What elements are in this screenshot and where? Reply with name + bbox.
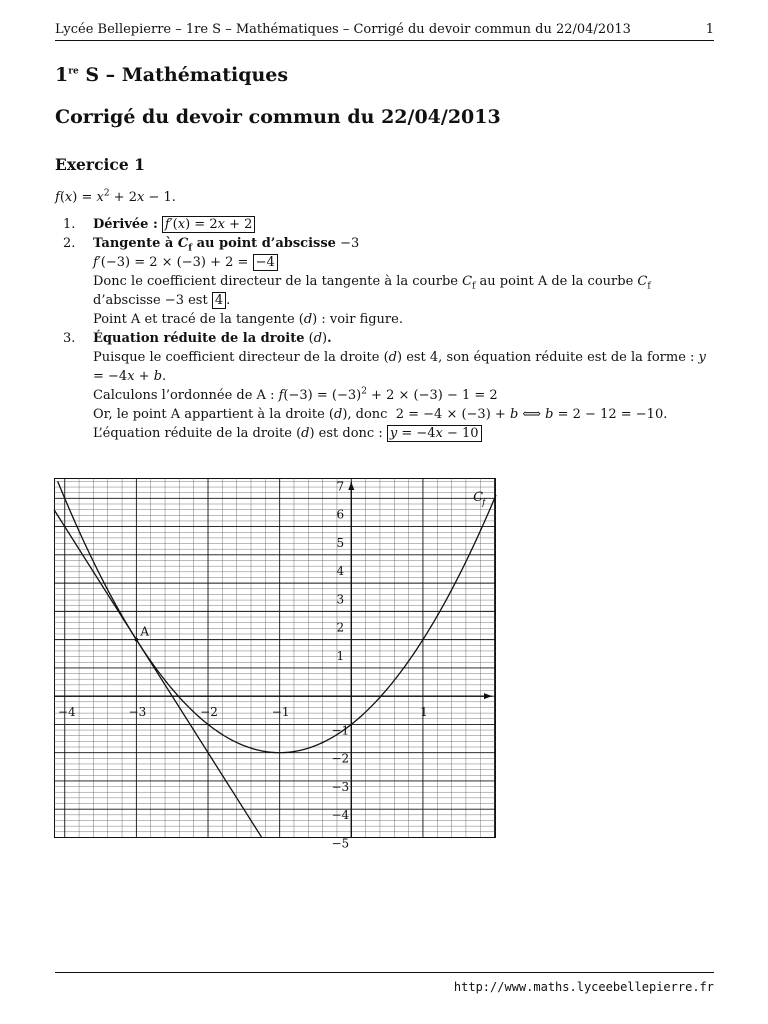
y-tick-label: 1 xyxy=(336,648,345,663)
final-equation: L’équation réduite de la droite (d) est donc : y = −4x − 10 xyxy=(93,425,482,442)
list-item-2: 2. Tangente à $C_f$ au point d’abscisse −3 f′(−3) = 2 × (−3) + 2 = −4 Donc le coefficient directeur de la tangente à la courbe $C_f$ au point A de la courbe $C_f$ d’abscisse −3 est 4 . Point A et tracé de la tangente (d) : voir figure. xyxy=(63,236,651,327)
x-tick-label: −1 xyxy=(271,705,290,720)
reduced-form-sentence: Puisque le coefficient directeur de la droite (d) est 4, son équation réduite est de la forme : y = −4x + b. xyxy=(93,350,706,384)
boxed-result: f′(x) = 2x + 2 xyxy=(162,216,255,233)
item-heading: Tangente à $C_f$ au point d’abscisse xyxy=(93,236,336,254)
item-number: 3. xyxy=(63,331,76,346)
document-title: Corrigé du devoir commun du 22/04/2013 xyxy=(55,106,501,128)
y-tick-label: −3 xyxy=(331,779,350,794)
x-tick-label: −4 xyxy=(57,705,76,720)
list-item-1 xyxy=(55,215,717,234)
point-label: A xyxy=(140,624,150,639)
curve-label-subscript: f xyxy=(482,498,486,509)
boxed-result: 4 xyxy=(212,292,226,309)
y-tick-label: 6 xyxy=(336,507,345,522)
y-tick-label: −2 xyxy=(331,751,350,766)
boxed-result: −4 xyxy=(253,254,278,271)
function-definition: $f(x) = x^2 + 2x - 1$. xyxy=(55,188,176,205)
y-tick-label: 3 xyxy=(336,592,345,607)
x-tick-label: −2 xyxy=(200,705,218,720)
ordinate-computation: Calculons l’ordonnée de A : $f(-3) = (-3)^2 + 2 \times (-3) - 1 = 2$ xyxy=(93,386,498,403)
page-header xyxy=(55,22,714,41)
b-computation: Or, le point A appartient à la droite (d), donc 2 = −4 × (−3) + b ⟺ b = 2 − 12 = −10. xyxy=(93,407,668,422)
boxed-result: y = −4x − 10 xyxy=(387,425,482,442)
y-tick-label: 4 xyxy=(336,564,345,579)
y-tick-label: 2 xyxy=(336,620,345,635)
x-tick-label: −3 xyxy=(128,705,147,720)
footer-rule xyxy=(55,972,714,973)
header-title: Lycée Bellepierre – 1re S – Mathématiques – Corrigé du devoir commun du 22/04/2013 xyxy=(55,22,631,37)
exercise-heading: Exercice 1 xyxy=(55,155,145,174)
graph xyxy=(54,478,496,851)
y-tick-label: −4 xyxy=(331,808,350,823)
coefficient-sentence: Donc le coefficient directeur de la tangente à la courbe $C_f$ au point A de la courbe $C_f$ d’abscisse −3 est 4 . xyxy=(93,274,651,308)
item-number: 2. xyxy=(63,236,76,251)
item-heading: Équation réduite de la droite xyxy=(93,331,305,346)
curve-label: C xyxy=(473,490,484,506)
x-tick-label: 1 xyxy=(420,705,428,720)
figure-note: Point A et tracé de la tangente (d) : voir figure. xyxy=(93,312,403,327)
derivative-value: f′(−3) = 2 × (−3) + 2 = −4 xyxy=(93,254,278,271)
item-number: 1. xyxy=(63,217,76,232)
point-marker xyxy=(135,638,139,642)
y-tick-label: −5 xyxy=(331,836,350,851)
y-tick-label: −1 xyxy=(331,723,350,738)
footer-url: http://www.maths.lyceebellepierre.fr xyxy=(453,980,714,994)
list-item-3: 3. Équation réduite de la droite (d). Puisque le coefficient directeur de la droite (d) est 4, son équation réduite est de la forme : y = −4x + b. Calculons l’ordonnée de A : $f(-3) = (-3)^2 + 2 \times (-3) - 1 = 2$ Or, le point A appartient à la droite (d), donc 2 = −4 × (−3) + b ⟺ b = 2 − 12 = −10. L’équation réduite de la droite (d) est donc : y = −4x − 10 xyxy=(63,331,706,441)
class-title: 1re S – Mathématiques xyxy=(55,64,289,86)
item-heading: Dérivée : xyxy=(93,217,158,232)
y-tick-label: 5 xyxy=(336,535,345,550)
exercise-body xyxy=(55,188,717,443)
y-tick-label: 7 xyxy=(336,479,345,494)
figure xyxy=(54,478,496,851)
page-number: 1 xyxy=(705,22,714,37)
